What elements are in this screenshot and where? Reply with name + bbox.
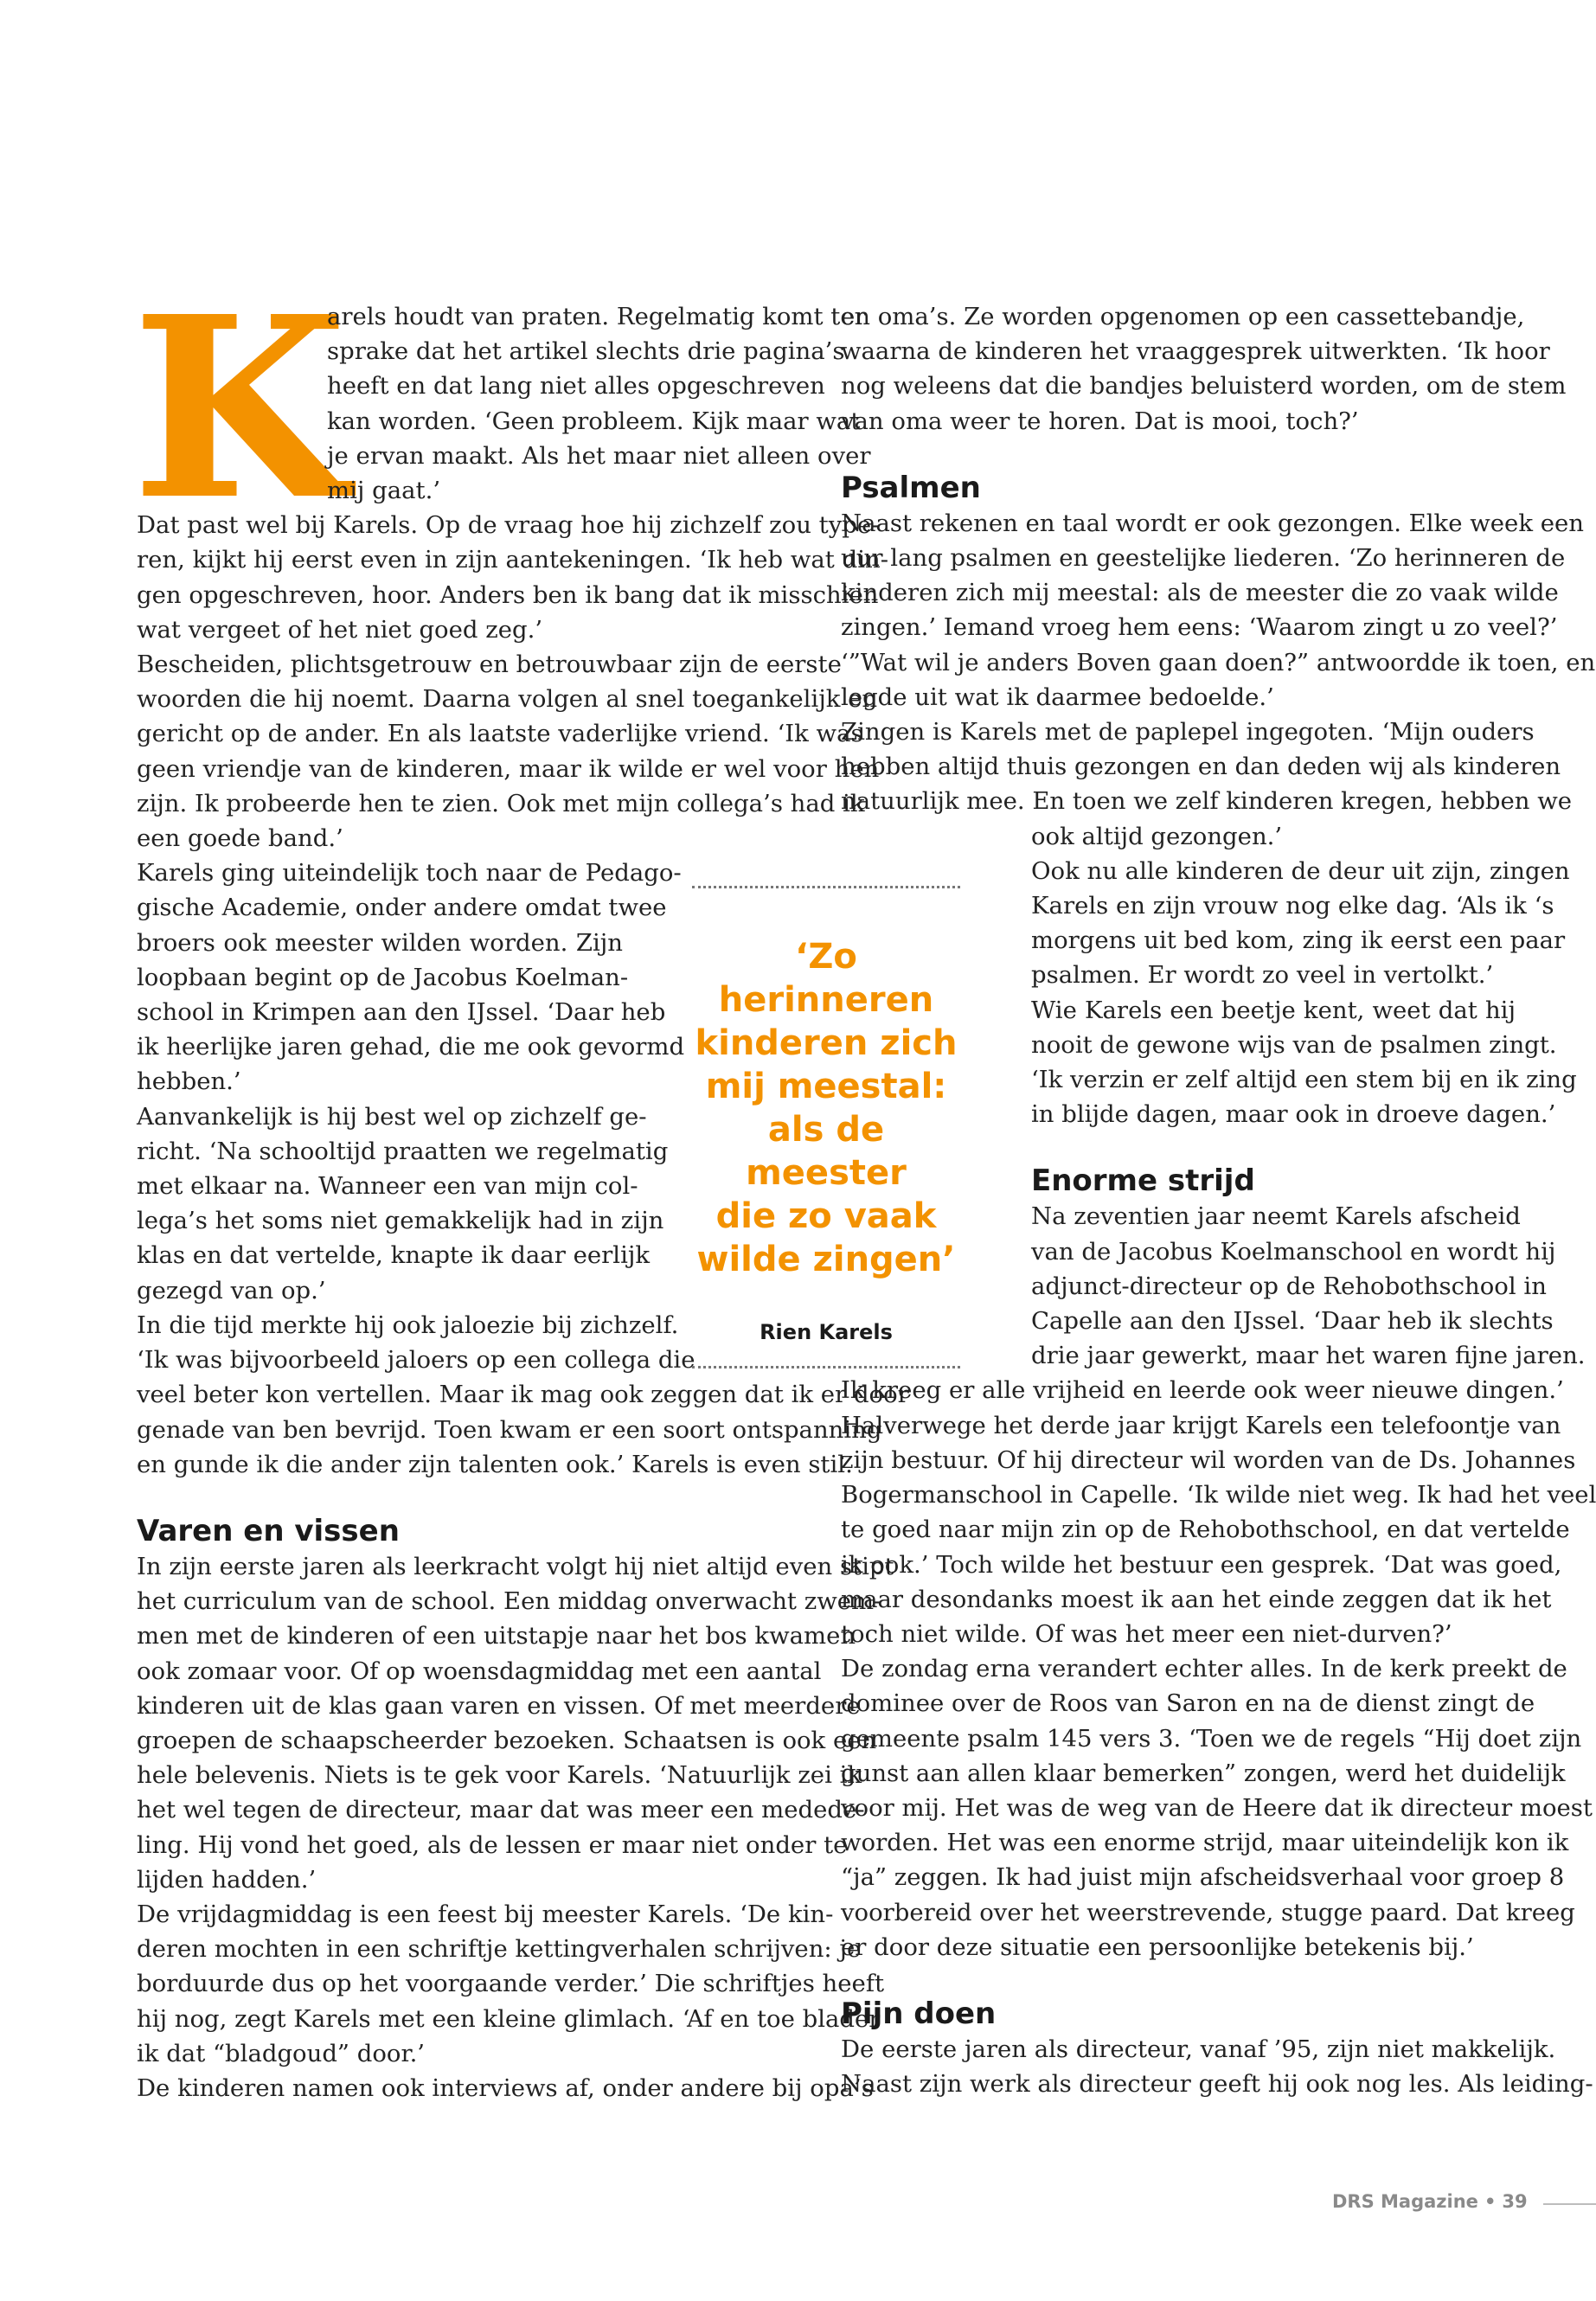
text-line: het curriculum van de school. Een middag onverwacht zwem- [137,1587,882,1616]
text-line: Na zeventien jaar neemt Karels afscheid [1031,1202,1521,1231]
text-line: loopbaan begint op de Jacobus Koelman- [137,963,629,991]
text-line: wat vergeet of het niet goed zeg.’ [137,615,543,644]
pull-quote-line: als de meester [746,1110,907,1193]
text-line: Wie Karels een beetje kent, weet dat hij [1031,996,1516,1024]
text-line: Capelle aan den IJssel. ‘Daar heb ik slechts [1031,1307,1554,1336]
text-line: kan worden. ‘Geen probleem. Kijk maar wat [327,407,861,435]
text-line: arels houdt van praten. Regelmatig komt ter [327,303,866,330]
text-line: kinderen zich mij meestal: als de meester die zo vaak wilde [841,579,1559,607]
text-line: er door deze situatie een persoonlijke betekenis bij.’ [841,1932,1474,1961]
text-line: zijn. Ik probeerde hen te zien. Ook met mijn collega’s had ik [137,789,865,817]
text-line: zijn bestuur. Of hij directeur wil worden van de Ds. Johannes [841,1445,1576,1474]
text-line: een goede band.’ [137,824,343,853]
pull-quote-line: kinderen zich [695,1023,958,1063]
text-line: Aanvankelijk is hij best wel op zichzelf ge- [137,1102,647,1131]
footer-separator: • [1484,2191,1497,2212]
text-line: Karels ging uiteindelijk toch naar de Pedago- [137,859,682,888]
text-line: legde uit wat ik daarmee bedoelde.’ [841,683,1274,711]
text-line: De zondag erna verandert echter alles. In de kerk preekt de [841,1655,1567,1683]
text-line: hele belevenis. Niets is te gek voor Karels. ‘Natuurlijk zei ik [137,1761,862,1790]
pull-quote-line: die zo vaak [715,1196,937,1236]
pull-quote-line: mij meestal: [705,1067,947,1106]
paragraph [841,506,1596,1132]
text-line: ik dat “bladgoud” door.’ [137,2039,426,2067]
text-line: In die tijd merkte hij ook jaloezie bij zichzelf. [137,1311,679,1339]
footer-rule [1543,2203,1596,2205]
text-line: te goed naar mijn zin op de Rehobothschool, en dat vertelde [841,1516,1570,1544]
text-line: hebben.’ [137,1067,241,1096]
paragraph [841,2032,1593,2101]
text-line: borduurde dus op het voorgaande verder.’ Die schriftjes heeft [137,1970,885,1998]
text-line: je ervan maakt. Als het maar niet alleen over [327,441,871,470]
section-heading-psalmen: Psalmen [841,470,981,505]
text-line: Zingen is Karels met de paplepel ingegoten. ‘Mijn ouders [841,718,1535,747]
section-heading-varen-en-vissen: Varen en vissen [137,1513,400,1548]
text-line: worden. Het was een enorme strijd, maar uiteindelijk kon ik [841,1829,1569,1857]
drop-cap: K [131,262,349,554]
text-line: ling. Hij vond het goed, als de lessen er maar niet onder te [137,1830,848,1859]
text-line: Karels en zijn vrouw nog elke dag. ‘Als ik ‘s [1031,892,1554,920]
text-line: Halverwege het derde jaar krijgt Karels een telefoontje van [841,1411,1561,1439]
text-line: ook zomaar voor. Of op woensdagmiddag met een aantal [137,1657,822,1685]
intro-paragraph [137,299,889,856]
text-line: school in Krimpen aan den IJssel. ‘Daar heb [137,998,666,1027]
text-line: hij nog, zegt Karels met een kleine glimlach. ‘Af en toe blader [137,2004,881,2033]
text-line: kinderen uit de klas gaan varen en vissen. Of met meerdere [137,1691,861,1720]
text-line: ook altijd gezongen.’ [1031,822,1283,850]
text-line: nooit de gewone wijs van de psalmen zingt. [1031,1030,1557,1059]
text-line: geen vriendje van de kinderen, maar ik wilde er wel voor hen [137,754,880,783]
paragraph [137,1549,894,2106]
page-footer [1332,2191,1528,2212]
text-line: voorbereid over het weerstrevende, stugge paard. Dat kreeg [841,1898,1575,1926]
text-line: groepen de schaapscheerder bezoeken. Schaatsen is ook een [137,1726,877,1754]
text-line: ik ook.’ Toch wilde het bestuur een gesprek. ‘Dat was goed, [841,1550,1562,1579]
paragraph [841,1199,1596,1964]
text-line: toch niet wilde. Of was het meer een niet-durven?’ [841,1619,1452,1648]
text-line: hebben altijd thuis gezongen en dan deden wij als kinderen [841,753,1561,781]
text-line: klas en dat vertelde, knapte ik daar eerlijk [137,1241,651,1270]
pull-quote-line: ‘Zo herinneren [718,937,934,1020]
text-line: heeft en dat lang niet alles opgeschreven [327,372,825,401]
text-line: en gunde ik die ander zijn talenten ook.’ Karels is even stil. [137,1450,853,1478]
text-line: De eerste jaren als directeur, vanaf ’95, zijn niet makkelijk. [841,2035,1556,2063]
text-line: gunst aan allen klaar bemerken” zongen, werd het duidelijk [841,1759,1566,1787]
text-line: nog weleens dat die bandjes beluisterd worden, om de stem [841,372,1567,401]
text-line: Ik kreeg er alle vrijheid en leerde ook weer nieuwe dingen.’ [841,1376,1564,1405]
text-line: natuurlijk mee. En toen we zelf kinderen kregen, hebben we [841,787,1573,816]
text-line: Dat past wel bij Karels. Op de vraag hoe hij zichzelf zou type- [137,511,880,540]
text-line: Naast rekenen en taal wordt er ook gezongen. Elke week een [841,509,1584,537]
wrapped-paragraph [137,856,695,1377]
text-line: uur lang psalmen en geestelijke liederen. ‘Zo herinneren de [841,544,1566,573]
text-line: ik heerlijke jaren gehad, die me ook gevormd [137,1033,685,1061]
text-line: zingen.’ Iemand vroeg hem eens: ‘Waarom zingt u zo veel?’ [841,613,1558,642]
text-line: sprake dat het artikel slechts drie pagina’s [327,337,845,366]
paragraph [841,299,1567,439]
text-line: van de Jacobus Koelmanschool en wordt hij [1031,1237,1556,1266]
text-line: genade van ben bevrijd. Toen kwam er een soort ontspanning [137,1415,882,1444]
text-line: adjunct-directeur op de Rehobothschool in [1031,1272,1547,1300]
text-line: richt. ‘Na schooltijd praatten we regelmatig [137,1137,669,1165]
text-line: men met de kinderen of een uitstapje naar het bos kwamen [137,1622,856,1650]
text-line: lijden hadden.’ [137,1865,317,1894]
text-line: ‘Ik verzin er zelf altijd een stem bij en ik zing [1031,1066,1577,1094]
text-line: dominee over de Roos van Saron en na de dienst zingt de [841,1689,1535,1718]
text-line: in blijde dagen, maar ook in droeve dagen.’ [1031,1100,1556,1129]
text-line: ‘”Wat wil je anders Boven gaan doen?” antwoordde ik toen, en [841,648,1596,676]
text-line: De kinderen namen ook interviews af, onder andere bij opa’s [137,2073,874,2102]
text-line: gische Academie, onder andere omdat twee [137,894,667,922]
text-line: Bescheiden, plichtsgetrouw en betrouwbaar zijn de eerste [137,651,842,679]
section-heading-pijn-doen: Pijn doen [841,1996,997,2031]
text-line: veel beter kon vertellen. Maar ik mag ook zeggen dat ik er door [137,1381,909,1409]
paragraph [137,1377,909,1482]
text-line: het wel tegen de directeur, maar dat was meer een medede- [137,1796,865,1824]
section-heading-enorme-strijd: Enorme strijd [1031,1163,1255,1199]
text-line: psalmen. Er wordt zo veel in vertolkt.’ [1031,961,1494,990]
text-line: In zijn eerste jaren als leerkracht volgt hij niet altijd even stipt [137,1552,894,1580]
text-line: gen opgeschreven, hoor. Anders ben ik bang dat ik misschien [137,580,879,609]
text-line: gezegd van op.’ [137,1276,326,1304]
text-line: ren, kijkt hij eerst even in zijn aantekeningen. ‘Ik heb wat din- [137,546,889,574]
text-line: waarna de kinderen het vraaggesprek uitwerkten. ‘Ik hoor [841,337,1550,366]
right-column [841,299,1596,2101]
text-line: “ja” zeggen. Ik had juist mijn afscheidsverhaal voor groep 8 [841,1863,1565,1892]
text-line: van oma weer te horen. Dat is mooi, toch?’ [841,407,1359,435]
pull-quote-author: Rien Karels [760,1320,893,1344]
page-number: 39 [1502,2191,1528,2212]
text-line: en oma’s. Ze worden opgenomen op een cassettebandje, [841,303,1525,330]
text-line: voor mij. Het was de weg van de Heere dat ik directeur moest [841,1793,1593,1822]
text-line: mij gaat.’ [327,477,441,505]
magazine-name: DRS Magazine [1332,2191,1478,2212]
text-line: ‘Ik was bijvoorbeeld jaloers op een collega die [137,1346,695,1375]
text-line: gericht op de ander. En als laatste vaderlijke vriend. ‘Ik was [137,720,863,748]
text-line: broers ook meester wilden worden. Zijn [137,928,623,957]
text-line: Ook nu alle kinderen de deur uit zijn, zingen [1031,856,1570,885]
text-line: met elkaar na. Wanneer een van mijn col- [137,1172,638,1201]
text-line: De vrijdagmiddag is een feest bij meester Karels. ‘De kin- [137,1900,834,1928]
pull-quote-line: wilde zingen’ [696,1240,956,1279]
text-line: Bogermanschool in Capelle. ‘Ik wilde niet weg. Ik had het veel [841,1481,1596,1509]
text-line: Naast zijn werk als directeur geeft hij ook nog les. Als leiding- [841,2070,1593,2099]
text-line: lega’s het soms niet gemakkelijk had in zijn [137,1207,664,1235]
text-line: morgens uit bed kom, zing ik eerst een paar [1031,926,1566,955]
text-line: gemeente psalm 145 vers 3. ‘Toen we de regels “Hij doet zijn [841,1724,1582,1753]
text-line: woorden die hij noemt. Daarna volgen al snel toegankelijk en [137,685,878,714]
text-line: drie jaar gewerkt, maar het waren fijne jaren. [1031,1342,1586,1370]
text-line: maar desondanks moest ik aan het einde zeggen dat ik het [841,1585,1552,1613]
text-line: deren mochten in een schriftje kettingverhalen schrijven: je [137,1935,862,1964]
